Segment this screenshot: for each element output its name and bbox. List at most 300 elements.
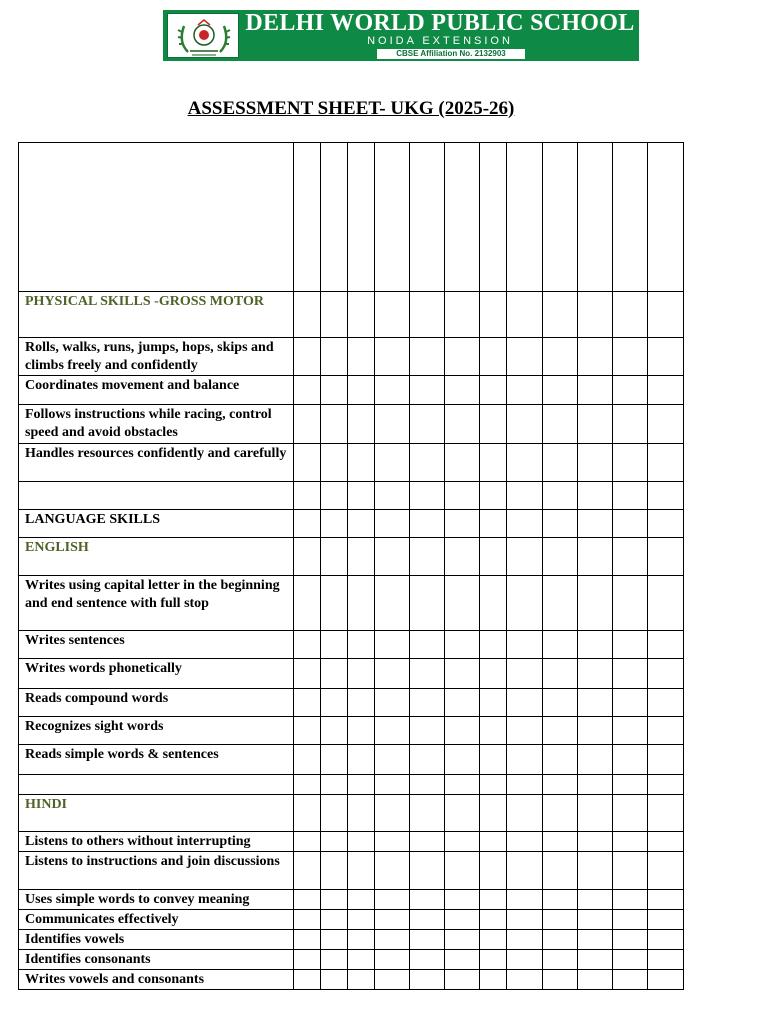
assessment-cell[interactable] <box>577 538 612 576</box>
assessment-cell[interactable] <box>480 910 507 930</box>
assessment-cell[interactable] <box>410 795 445 832</box>
assessment-cell[interactable] <box>293 950 320 970</box>
assessment-cell[interactable] <box>507 717 542 745</box>
table-row <box>19 745 684 775</box>
assessment-cell[interactable] <box>577 405 612 444</box>
assessment-cell[interactable] <box>293 659 320 689</box>
skill-label: Rolls, walks, runs, jumps, hops, skips and climbs freely and confidently <box>19 338 294 376</box>
table-row <box>19 910 684 930</box>
assessment-cell[interactable] <box>445 143 480 292</box>
assessment-cell[interactable] <box>445 775 480 795</box>
assessment-cell[interactable] <box>480 510 507 538</box>
assessment-cell[interactable] <box>507 689 542 717</box>
assessment-cell[interactable] <box>347 538 374 576</box>
assessment-cell[interactable] <box>612 717 647 745</box>
assessment-cell[interactable] <box>542 292 577 338</box>
assessment-cell[interactable] <box>320 631 347 659</box>
assessment-cell[interactable] <box>375 950 410 970</box>
assessment-cell[interactable] <box>293 930 320 950</box>
assessment-cell[interactable] <box>445 890 480 910</box>
assessment-cell[interactable] <box>320 689 347 717</box>
assessment-cell[interactable] <box>445 405 480 444</box>
assessment-cell[interactable] <box>577 890 612 910</box>
assessment-cell[interactable] <box>445 950 480 970</box>
assessment-cell[interactable] <box>507 444 542 482</box>
assessment-cell[interactable] <box>612 631 647 659</box>
assessment-cell[interactable] <box>612 143 647 292</box>
assessment-cell[interactable] <box>347 930 374 950</box>
assessment-cell[interactable] <box>480 775 507 795</box>
assessment-cell[interactable] <box>347 143 374 292</box>
assessment-cell[interactable] <box>410 689 445 717</box>
assessment-cell[interactable] <box>347 689 374 717</box>
blank-row <box>19 775 684 795</box>
assessment-cell[interactable] <box>320 717 347 745</box>
assessment-cell[interactable] <box>542 405 577 444</box>
assessment-cell[interactable] <box>347 910 374 930</box>
assessment-cell[interactable] <box>542 444 577 482</box>
assessment-cell[interactable] <box>410 143 445 292</box>
assessment-cell[interactable] <box>612 538 647 576</box>
assessment-cell[interactable] <box>612 795 647 832</box>
assessment-cell[interactable] <box>410 292 445 338</box>
assessment-cell[interactable] <box>293 631 320 659</box>
assessment-cell[interactable] <box>375 292 410 338</box>
section-row <box>19 292 684 338</box>
assessment-cell[interactable] <box>375 576 410 631</box>
assessment-cell[interactable] <box>320 510 347 538</box>
assessment-cell[interactable] <box>320 338 347 376</box>
assessment-cell[interactable] <box>542 852 577 890</box>
assessment-cell[interactable] <box>375 832 410 852</box>
assessment-cell[interactable] <box>293 538 320 576</box>
assessment-cell[interactable] <box>542 930 577 950</box>
assessment-cell[interactable] <box>507 795 542 832</box>
assessment-cell[interactable] <box>577 930 612 950</box>
assessment-cell[interactable] <box>507 659 542 689</box>
assessment-cell[interactable] <box>647 143 683 292</box>
assessment-cell[interactable] <box>480 292 507 338</box>
assessment-cell[interactable] <box>507 376 542 405</box>
assessment-cell[interactable] <box>507 910 542 930</box>
assessment-cell[interactable] <box>612 910 647 930</box>
assessment-cell[interactable] <box>375 405 410 444</box>
assessment-cell[interactable] <box>647 482 683 510</box>
assessment-cell[interactable] <box>293 510 320 538</box>
assessment-cell[interactable] <box>612 852 647 890</box>
assessment-cell[interactable] <box>647 717 683 745</box>
assessment-cell[interactable] <box>507 631 542 659</box>
assessment-cell[interactable] <box>410 950 445 970</box>
assessment-cell[interactable] <box>410 745 445 775</box>
assessment-cell[interactable] <box>577 338 612 376</box>
assessment-cell[interactable] <box>577 510 612 538</box>
assessment-cell[interactable] <box>320 970 347 990</box>
assessment-cell[interactable] <box>320 659 347 689</box>
assessment-cell[interactable] <box>375 482 410 510</box>
assessment-cell[interactable] <box>647 890 683 910</box>
assessment-cell[interactable] <box>542 538 577 576</box>
assessment-cell[interactable] <box>445 795 480 832</box>
assessment-cell[interactable] <box>647 910 683 930</box>
assessment-cell[interactable] <box>293 717 320 745</box>
assessment-cell[interactable] <box>577 444 612 482</box>
assessment-cell[interactable] <box>480 405 507 444</box>
assessment-cell[interactable] <box>410 510 445 538</box>
assessment-cell[interactable] <box>647 970 683 990</box>
assessment-cell[interactable] <box>347 832 374 852</box>
assessment-cell[interactable] <box>293 832 320 852</box>
assessment-cell[interactable] <box>445 970 480 990</box>
assessment-cell[interactable] <box>445 910 480 930</box>
assessment-cell[interactable] <box>507 950 542 970</box>
assessment-cell[interactable] <box>293 852 320 890</box>
assessment-cell[interactable] <box>320 444 347 482</box>
assessment-cell[interactable] <box>375 795 410 832</box>
assessment-cell[interactable] <box>647 292 683 338</box>
assessment-cell[interactable] <box>410 444 445 482</box>
assessment-cell[interactable] <box>612 444 647 482</box>
assessment-cell[interactable] <box>647 689 683 717</box>
assessment-cell[interactable] <box>375 852 410 890</box>
assessment-cell[interactable] <box>445 510 480 538</box>
assessment-cell[interactable] <box>410 890 445 910</box>
assessment-cell[interactable] <box>480 538 507 576</box>
assessment-cell[interactable] <box>577 910 612 930</box>
assessment-cell[interactable] <box>445 376 480 405</box>
assessment-cell[interactable] <box>375 659 410 689</box>
assessment-cell[interactable] <box>542 143 577 292</box>
assessment-cell[interactable] <box>542 832 577 852</box>
assessment-cell[interactable] <box>542 510 577 538</box>
assessment-cell[interactable] <box>410 338 445 376</box>
assessment-cell[interactable] <box>375 444 410 482</box>
assessment-cell[interactable] <box>542 775 577 795</box>
assessment-cell[interactable] <box>542 659 577 689</box>
assessment-cell[interactable] <box>320 930 347 950</box>
assessment-cell[interactable] <box>577 852 612 890</box>
assessment-cell[interactable] <box>410 376 445 405</box>
assessment-cell[interactable] <box>375 717 410 745</box>
assessment-cell[interactable] <box>507 405 542 444</box>
assessment-cell[interactable] <box>480 143 507 292</box>
assessment-cell[interactable] <box>507 890 542 910</box>
assessment-cell[interactable] <box>410 832 445 852</box>
assessment-cell[interactable] <box>410 576 445 631</box>
assessment-cell[interactable] <box>480 717 507 745</box>
assessment-cell[interactable] <box>647 631 683 659</box>
assessment-cell[interactable] <box>375 338 410 376</box>
assessment-cell[interactable] <box>577 376 612 405</box>
assessment-cell[interactable] <box>445 444 480 482</box>
assessment-cell[interactable] <box>612 576 647 631</box>
assessment-cell[interactable] <box>542 745 577 775</box>
assessment-cell[interactable] <box>480 631 507 659</box>
assessment-cell[interactable] <box>507 930 542 950</box>
assessment-cell[interactable] <box>445 717 480 745</box>
assessment-cell[interactable] <box>480 482 507 510</box>
assessment-cell[interactable] <box>347 576 374 631</box>
assessment-cell[interactable] <box>320 795 347 832</box>
assessment-cell[interactable] <box>375 143 410 292</box>
assessment-cell[interactable] <box>542 795 577 832</box>
assessment-cell[interactable] <box>647 405 683 444</box>
assessment-cell[interactable] <box>577 292 612 338</box>
assessment-cell[interactable] <box>293 689 320 717</box>
assessment-cell[interactable] <box>542 970 577 990</box>
assessment-cell[interactable] <box>612 482 647 510</box>
assessment-cell[interactable] <box>410 775 445 795</box>
assessment-cell[interactable] <box>647 930 683 950</box>
assessment-cell[interactable] <box>577 576 612 631</box>
assessment-cell[interactable] <box>612 376 647 405</box>
assessment-cell[interactable] <box>347 659 374 689</box>
assessment-cell[interactable] <box>347 970 374 990</box>
assessment-cell[interactable] <box>612 745 647 775</box>
assessment-cell[interactable] <box>375 930 410 950</box>
assessment-cell[interactable] <box>347 510 374 538</box>
assessment-cell[interactable] <box>647 832 683 852</box>
assessment-cell[interactable] <box>410 910 445 930</box>
assessment-cell[interactable] <box>347 775 374 795</box>
assessment-cell[interactable] <box>293 143 320 292</box>
assessment-cell[interactable] <box>445 292 480 338</box>
assessment-cell[interactable] <box>375 890 410 910</box>
assessment-cell[interactable] <box>577 717 612 745</box>
assessment-cell[interactable] <box>347 745 374 775</box>
assessment-cell[interactable] <box>542 376 577 405</box>
assessment-cell[interactable] <box>612 338 647 376</box>
assessment-cell[interactable] <box>507 852 542 890</box>
assessment-cell[interactable] <box>410 482 445 510</box>
assessment-cell[interactable] <box>320 745 347 775</box>
assessment-cell[interactable] <box>445 576 480 631</box>
assessment-cell[interactable] <box>445 631 480 659</box>
assessment-cell[interactable] <box>293 444 320 482</box>
assessment-cell[interactable] <box>542 910 577 930</box>
assessment-cell[interactable] <box>293 292 320 338</box>
assessment-cell[interactable] <box>375 970 410 990</box>
assessment-cell[interactable] <box>293 338 320 376</box>
assessment-cell[interactable] <box>320 143 347 292</box>
assessment-cell[interactable] <box>347 376 374 405</box>
assessment-cell[interactable] <box>445 930 480 950</box>
assessment-cell[interactable] <box>293 910 320 930</box>
assessment-cell[interactable] <box>445 659 480 689</box>
assessment-cell[interactable] <box>320 576 347 631</box>
assessment-cell[interactable] <box>480 832 507 852</box>
assessment-cell[interactable] <box>480 444 507 482</box>
assessment-cell[interactable] <box>480 376 507 405</box>
table-row <box>19 950 684 970</box>
assessment-cell[interactable] <box>542 631 577 659</box>
assessment-cell[interactable] <box>480 852 507 890</box>
assessment-cell[interactable] <box>375 631 410 659</box>
assessment-cell[interactable] <box>577 143 612 292</box>
assessment-cell[interactable] <box>410 631 445 659</box>
assessment-cell[interactable] <box>612 659 647 689</box>
assessment-cell[interactable] <box>347 890 374 910</box>
assessment-cell[interactable] <box>293 376 320 405</box>
assessment-cell[interactable] <box>480 689 507 717</box>
assessment-cell[interactable] <box>542 890 577 910</box>
assessment-cell[interactable] <box>577 689 612 717</box>
assessment-cell[interactable] <box>542 482 577 510</box>
assessment-cell[interactable] <box>577 950 612 970</box>
assessment-cell[interactable] <box>410 852 445 890</box>
assessment-cell[interactable] <box>480 576 507 631</box>
assessment-cell[interactable] <box>293 576 320 631</box>
assessment-cell[interactable] <box>375 538 410 576</box>
assessment-cell[interactable] <box>647 510 683 538</box>
assessment-cell[interactable] <box>375 510 410 538</box>
assessment-cell[interactable] <box>293 775 320 795</box>
assessment-cell[interactable] <box>375 689 410 717</box>
assessment-cell[interactable] <box>612 890 647 910</box>
assessment-cell[interactable] <box>612 405 647 444</box>
assessment-cell[interactable] <box>647 775 683 795</box>
assessment-cell[interactable] <box>507 576 542 631</box>
assessment-cell[interactable] <box>612 510 647 538</box>
assessment-cell[interactable] <box>542 689 577 717</box>
assessment-cell[interactable] <box>577 832 612 852</box>
assessment-cell[interactable] <box>320 910 347 930</box>
assessment-cell[interactable] <box>293 890 320 910</box>
assessment-cell[interactable] <box>410 538 445 576</box>
assessment-cell[interactable] <box>647 338 683 376</box>
assessment-cell[interactable] <box>507 510 542 538</box>
assessment-cell[interactable] <box>480 970 507 990</box>
assessment-cell[interactable] <box>320 405 347 444</box>
assessment-cell[interactable] <box>612 950 647 970</box>
assessment-cell[interactable] <box>320 775 347 795</box>
assessment-cell[interactable] <box>445 538 480 576</box>
assessment-cell[interactable] <box>577 659 612 689</box>
assessment-cell[interactable] <box>445 482 480 510</box>
assessment-cell[interactable] <box>320 832 347 852</box>
assessment-cell[interactable] <box>507 482 542 510</box>
assessment-cell[interactable] <box>293 405 320 444</box>
assessment-cell[interactable] <box>347 950 374 970</box>
assessment-cell[interactable] <box>320 482 347 510</box>
assessment-cell[interactable] <box>480 890 507 910</box>
assessment-cell[interactable] <box>293 795 320 832</box>
assessment-cell[interactable] <box>320 950 347 970</box>
assessment-cell[interactable] <box>375 745 410 775</box>
assessment-cell[interactable] <box>480 795 507 832</box>
assessment-cell[interactable] <box>320 852 347 890</box>
assessment-cell[interactable] <box>647 376 683 405</box>
assessment-cell[interactable] <box>507 775 542 795</box>
assessment-cell[interactable] <box>445 832 480 852</box>
table-row <box>19 631 684 659</box>
assessment-cell[interactable] <box>375 376 410 405</box>
assessment-cell[interactable] <box>507 292 542 338</box>
assessment-cell[interactable] <box>507 745 542 775</box>
assessment-cell[interactable] <box>507 143 542 292</box>
assessment-cell[interactable] <box>612 832 647 852</box>
assessment-cell[interactable] <box>347 338 374 376</box>
assessment-cell[interactable] <box>347 482 374 510</box>
assessment-cell[interactable] <box>445 689 480 717</box>
assessment-cell[interactable] <box>647 950 683 970</box>
assessment-cell[interactable] <box>480 338 507 376</box>
assessment-cell[interactable] <box>542 576 577 631</box>
assessment-cell[interactable] <box>375 910 410 930</box>
assessment-cell[interactable] <box>320 376 347 405</box>
assessment-cell[interactable] <box>293 482 320 510</box>
assessment-cell[interactable] <box>293 745 320 775</box>
assessment-cell[interactable] <box>347 852 374 890</box>
assessment-cell[interactable] <box>647 659 683 689</box>
assessment-cell[interactable] <box>347 631 374 659</box>
assessment-cell[interactable] <box>647 852 683 890</box>
assessment-cell[interactable] <box>480 930 507 950</box>
assessment-cell[interactable] <box>612 930 647 950</box>
assessment-cell[interactable] <box>577 745 612 775</box>
assessment-cell[interactable] <box>577 482 612 510</box>
assessment-cell[interactable] <box>577 795 612 832</box>
assessment-cell[interactable] <box>293 970 320 990</box>
assessment-cell[interactable] <box>612 775 647 795</box>
assessment-cell[interactable] <box>480 659 507 689</box>
assessment-cell[interactable] <box>410 930 445 950</box>
assessment-cell[interactable] <box>612 292 647 338</box>
assessment-cell[interactable] <box>577 970 612 990</box>
assessment-cell[interactable] <box>445 338 480 376</box>
assessment-cell[interactable] <box>410 970 445 990</box>
assessment-cell[interactable] <box>375 775 410 795</box>
assessment-cell[interactable] <box>647 444 683 482</box>
assessment-cell[interactable] <box>347 795 374 832</box>
table-row <box>19 852 684 890</box>
assessment-cell[interactable] <box>410 659 445 689</box>
assessment-cell[interactable] <box>347 444 374 482</box>
assessment-cell[interactable] <box>347 717 374 745</box>
assessment-cell[interactable] <box>347 405 374 444</box>
assessment-cell[interactable] <box>320 538 347 576</box>
assessment-cell[interactable] <box>577 631 612 659</box>
school-name: DELHI WORLD PUBLIC SCHOOL <box>245 10 635 36</box>
school-crest-icon <box>168 14 240 59</box>
blank-row <box>19 482 684 510</box>
assessment-cell[interactable] <box>480 745 507 775</box>
assessment-cell[interactable] <box>542 950 577 970</box>
assessment-cell[interactable] <box>445 745 480 775</box>
assessment-cell[interactable] <box>647 576 683 631</box>
assessment-cell[interactable] <box>507 832 542 852</box>
assessment-cell[interactable] <box>507 970 542 990</box>
assessment-cell[interactable] <box>507 538 542 576</box>
assessment-cell[interactable] <box>347 292 374 338</box>
assessment-cell[interactable] <box>542 338 577 376</box>
assessment-cell[interactable] <box>445 852 480 890</box>
assessment-cell[interactable] <box>647 745 683 775</box>
assessment-cell[interactable] <box>320 292 347 338</box>
assessment-cell[interactable] <box>647 538 683 576</box>
skill-label: Uses simple words to convey meaning <box>19 890 294 910</box>
assessment-cell[interactable] <box>647 795 683 832</box>
assessment-cell[interactable] <box>507 338 542 376</box>
assessment-cell[interactable] <box>577 775 612 795</box>
assessment-cell[interactable] <box>542 717 577 745</box>
assessment-cell[interactable] <box>480 950 507 970</box>
assessment-cell[interactable] <box>612 689 647 717</box>
assessment-cell[interactable] <box>612 970 647 990</box>
assessment-cell[interactable] <box>410 405 445 444</box>
assessment-cell[interactable] <box>320 890 347 910</box>
assessment-cell[interactable] <box>410 717 445 745</box>
